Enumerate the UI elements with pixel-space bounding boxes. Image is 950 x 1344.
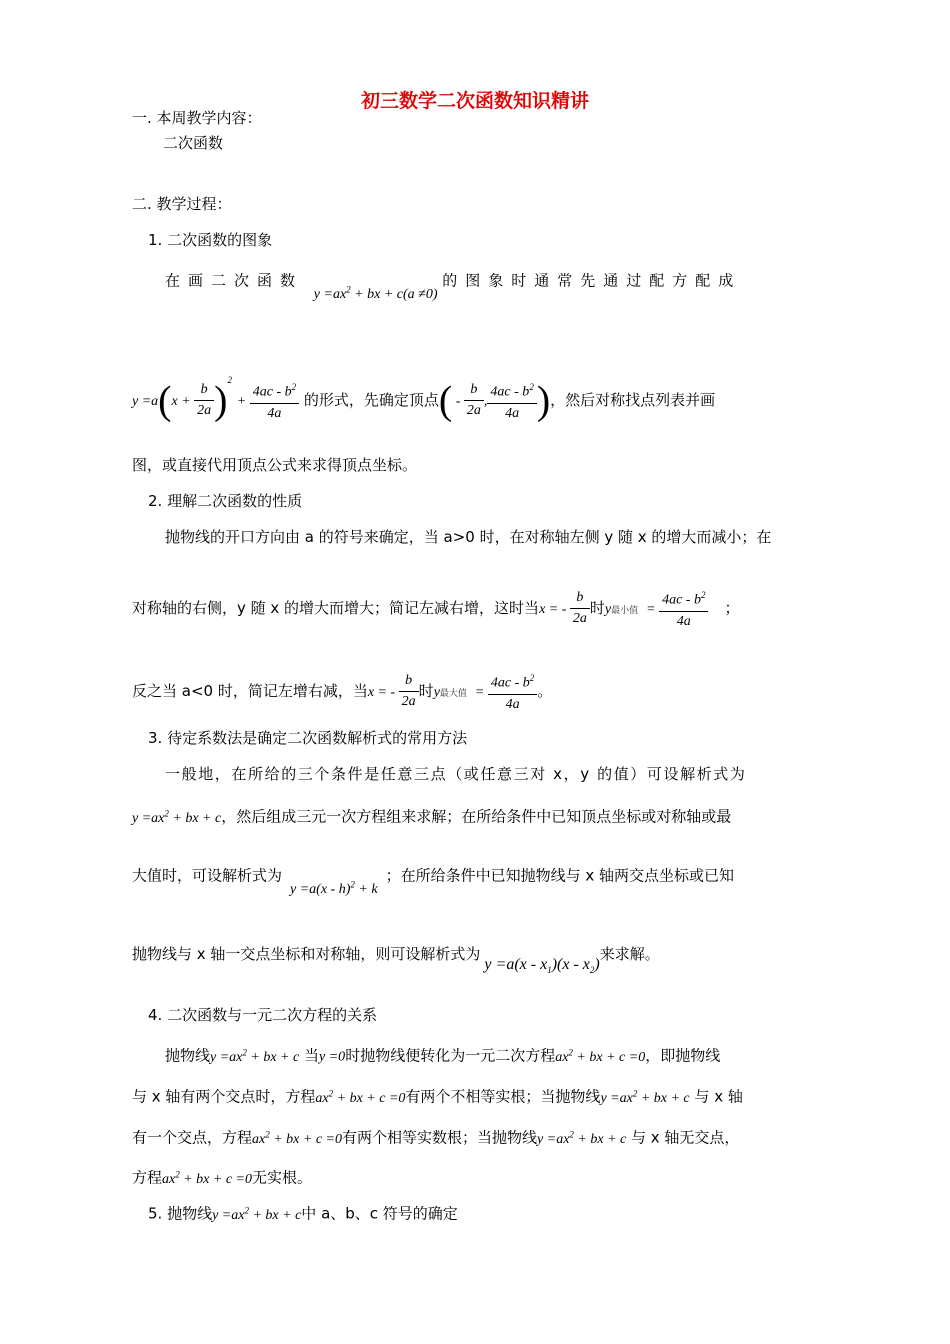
page-title: 初三数学二次函数知识精讲: [360, 90, 589, 112]
formula-vertex: y =a(x - h)$^2$ + k: [290, 879, 378, 897]
part-2-text: 时: [589, 598, 605, 617]
part-2-heading: 2. 理解二次函数的性质: [148, 492, 303, 510]
part-1-heading: 1. 二次函数的图象: [148, 231, 273, 249]
part-2-line-1: 抛物线的开口方向由 a 的符号来确定，当 a>0 时，在对称轴左侧 y 随 x 的增大而减小；在: [165, 528, 772, 546]
part-1-line-2: y =a(x + $\frac{b}{2a}$ )$^2$ + $\frac{4ac - b^2}{4a}$ 的形式，先确定顶点( - $\frac{b}{2a}$ , $\frac{4ac - b^2}{4a}$ )，然后对称找点列表并画: [132, 375, 716, 423]
formula-standard: $y =ax^2$ + bx + c: [132, 808, 222, 826]
part-2-text: 反之当 a<0 时，简记左增右减，当: [132, 681, 368, 700]
formula-vertex-form: y =a: [132, 394, 159, 409]
part-4-text: 与 x 轴无交点，: [631, 1128, 740, 1147]
part-3-text: 抛物线与 x 轴一交点坐标和对称轴，则可设解析式为: [132, 945, 481, 963]
section-1-heading: 一. 本周教学内容：: [132, 109, 262, 127]
part-4-text: 当: [304, 1046, 320, 1065]
part-3-line-3: [132, 862, 734, 897]
subscript-min: 最小值: [611, 605, 639, 616]
part-4-text: ，即抛物线: [645, 1046, 721, 1065]
part-3-text: ，然后组成三元一次方程组来求解；在所给条件中已知顶点坐标或对称轴或最: [221, 807, 732, 826]
part-4-line-2: 与 x 轴有两个交点时，方程$ax^2$ + bx + c =0有两个不相等实根；当抛物线$y =ax^2$ + bx + c 与 x 轴: [132, 1087, 743, 1106]
axis-formula: x = -: [539, 601, 570, 617]
part-5-text: 5. 抛物线: [148, 1204, 213, 1223]
part-3-text: 大值时，可设解析式为: [132, 866, 283, 885]
subscript-max: 最大值: [439, 688, 467, 699]
part-4-text: 无实根。: [252, 1168, 313, 1187]
part-4-text: 与 x 轴: [694, 1087, 743, 1106]
part-3-line-4: [132, 944, 660, 976]
part-4-text: 与 x 轴有两个交点时，方程: [132, 1087, 316, 1106]
part-2-text: 。: [537, 681, 553, 700]
part-2-text: ；: [724, 598, 740, 617]
part-2-line-3: 反之当 a<0 时，简记左增右减，当x = - $\frac{b}{2a}$ 时y最大值 = $\frac{4ac - b^2}{4a}$ 。: [132, 668, 552, 718]
part-3-heading: 3. 待定系数法是确定二次函数解析式的常用方法: [148, 729, 468, 747]
part-4-line-3: 有一个交点，方程$ax^2$ + bx + c =0有两个相等实数根；当抛物线$y =ax^2$ + bx + c 与 x 轴无交点，: [132, 1128, 740, 1147]
part-5-heading: 5. 抛物线$y =ax^2$ + bx + c中 a、b、c 符号的确定: [148, 1204, 458, 1223]
part-4-text: 方程: [132, 1168, 163, 1187]
section-1-body: 二次函数: [163, 134, 224, 152]
part-3-text: ；在所给条件中已知抛物线与 x 轴两交点坐标或已知: [385, 866, 734, 885]
part-4-text: 有两个相等实数根；当抛物线: [342, 1128, 538, 1147]
section-2-heading: 二. 教学过程：: [132, 195, 232, 213]
part-5-text: 中 a、b、c 符号的确定: [301, 1204, 458, 1223]
part-4-text: 抛物线: [165, 1046, 211, 1065]
part-1-text: 的形式，先确定顶点: [303, 391, 439, 409]
part-2-line-2: 对称轴的右侧，y 随 x 的增大而增大；简记左减右增，这时当x = - $\frac{b}{2a}$ 时y最小值 = $\frac{4ac - b^2}{4a}$ ；: [132, 585, 740, 635]
part-1-text: 在画二次函数: [165, 271, 304, 290]
part-4-text: 时抛物线便转化为一元二次方程: [345, 1046, 556, 1065]
part-3-text: 来求解。: [599, 945, 660, 963]
part-1-text: ，然后对称找点列表并画: [550, 391, 716, 409]
part-2-text: 对称轴的右侧，y 随 x 的增大而增大；简记左减右增，这时当: [132, 598, 540, 617]
formula-general: $y =ax^2$ + bx + c(a ≠0): [313, 284, 438, 302]
formula-intercept: $y =a(x - x_1)(x - x_2)$: [484, 956, 600, 976]
part-1-text: 的图象时通常先通过配方配成: [442, 271, 742, 290]
part-4-text: 有两个不相等实根；当抛物线: [405, 1087, 601, 1106]
part-1-line-1: [165, 267, 820, 302]
part-4-heading: 4. 二次函数与一元二次方程的关系: [148, 1006, 378, 1024]
part-3-line-2: [132, 803, 731, 829]
fraction-k: $\frac{4ac - b^2}{4a}$: [250, 377, 299, 424]
part-4-line-1: 抛物线$y =ax^2$ + bx + c 当y =0时抛物线便转化为一元二次方程$ax^2$ + bx + c =0，即抛物线: [165, 1046, 721, 1065]
part-1-line-3: 图，或直接代用顶点公式来求得顶点坐标。: [132, 456, 418, 474]
part-4-text: 有一个交点，方程: [132, 1128, 253, 1147]
part-4-line-4: 方程$ax^2$ + bx + c =0无实根。: [132, 1168, 313, 1187]
part-2-text: 时: [418, 681, 434, 700]
part-3-line-1: 一般地，在所给的三个条件是任意三点（或任意三对 x，y 的值）可设解析式为: [165, 765, 747, 783]
